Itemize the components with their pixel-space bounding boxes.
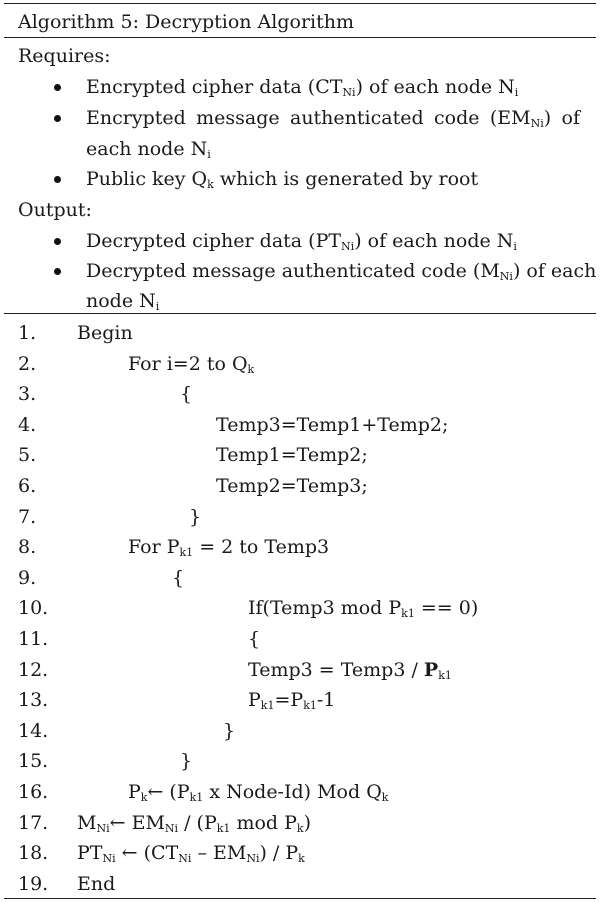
requires-label: Requires:	[18, 45, 111, 67]
bullet-icon	[52, 259, 62, 283]
step-number: 16.	[18, 781, 49, 803]
requires-item-2: Encrypted message authenticated code $(EM_{Ni})$ of	[86, 107, 580, 130]
bullet-icon	[52, 75, 62, 99]
step-code: End	[77, 873, 116, 895]
step-code: For i=2 to $Q_k$	[128, 353, 255, 376]
step-code: }	[180, 750, 193, 772]
step-code: {	[172, 567, 185, 589]
top-rule	[4, 3, 596, 4]
step-code: }	[223, 720, 236, 742]
step-number: 3.	[18, 383, 37, 405]
step-number: 2.	[18, 353, 37, 375]
step-number: 14.	[18, 720, 49, 742]
step-code: Temp3=Temp1+Temp2;	[216, 414, 449, 436]
step-code: $PT_{Ni}$ ← $(CT_{Ni} - EM_{Ni}) / P_k$	[77, 842, 305, 865]
bullet-icon	[52, 106, 62, 130]
step-number: 10.	[18, 597, 49, 619]
step-number: 6.	[18, 475, 37, 497]
step-code: }	[189, 506, 202, 528]
step-number: 11.	[18, 628, 49, 650]
output-item-2-cont: node $N_i$	[86, 290, 160, 313]
requires-item-1: Encrypted cipher data $(CT_{Ni})$ of each node $N_i$	[86, 76, 519, 99]
requires-item-2-cont: each node $N_i$	[86, 138, 211, 161]
step-number: 1.	[18, 322, 37, 344]
step-code: $P_k\leftarrow$ ($P_{k1}$ x Node-Id) Mod $Q_k$	[128, 781, 389, 804]
step-number: 4.	[18, 414, 37, 436]
output-label: Output:	[18, 199, 92, 221]
step-number: 5.	[18, 444, 37, 466]
step-code: Temp3 = Temp3 / $P_{k1}$	[248, 659, 452, 682]
step-number: 7.	[18, 506, 37, 528]
section-rule	[4, 313, 596, 314]
step-number: 18.	[18, 842, 49, 864]
step-code: $P_{k1}=P_{k1}-1$	[248, 689, 336, 712]
title-rule	[4, 37, 596, 38]
step-code: Temp1=Temp2;	[216, 444, 368, 466]
step-number: 12.	[18, 659, 49, 681]
step-code: For $P_{k1} = 2$ to Temp3	[128, 536, 330, 559]
step-code: Begin	[77, 322, 133, 344]
bottom-rule	[4, 898, 596, 899]
step-number: 17.	[18, 812, 49, 834]
output-item-2: Decrypted message authenticated code $(M_{Ni})$ of each	[86, 260, 597, 283]
step-code: {	[248, 628, 261, 650]
step-number: 19.	[18, 873, 49, 895]
step-number: 9.	[18, 567, 37, 589]
step-number: 8.	[18, 536, 37, 558]
requires-item-3: Public key $Q_k$ which is generated by root	[86, 168, 479, 191]
step-code: If(Temp3 mod $P_{k1} == 0$)	[248, 597, 479, 620]
output-item-1: Decrypted cipher data $(PT_{Ni})$ of each node $N_i$	[86, 230, 517, 253]
step-code: $M_{Ni}\leftarrow$ $EM_{Ni} / (P_{k1}$ mod $P_k$)	[77, 812, 312, 835]
step-number: 13.	[18, 689, 49, 711]
step-code: {	[180, 383, 193, 405]
step-number: 15.	[18, 750, 49, 772]
step-code: Temp2=Temp3;	[216, 475, 368, 497]
algorithm-title: Algorithm 5: Decryption Algorithm	[18, 11, 354, 33]
bullet-icon	[52, 167, 62, 191]
bullet-icon	[52, 229, 62, 253]
